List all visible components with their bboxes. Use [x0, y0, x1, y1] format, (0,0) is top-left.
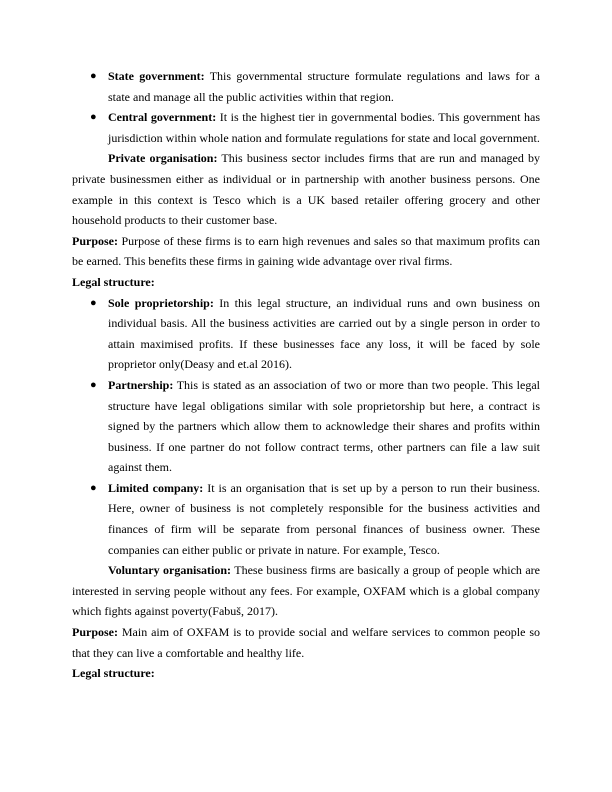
term-text: It is an organisation that is set up by a person to run their business. Here, owner of business is not completely responsible for the business activities and finances of firm will be separate from personal finances of business owner. These companies can either public or private in nature. For example, Tesco.: [108, 480, 540, 557]
term-text: It is the highest tier in governmental bodies. This government has jurisdiction within whole nation and formulate regulations for state and local government.: [108, 110, 541, 145]
private-organisation-paragraph: [72, 148, 540, 230]
term-label: Central government:: [108, 110, 217, 125]
heading-text: Legal structure:: [72, 274, 155, 289]
legal-structure-list: [72, 293, 540, 561]
term-label: Purpose:: [72, 233, 118, 248]
heading-text: Legal structure:: [72, 666, 155, 681]
term-label: State government:: [108, 69, 205, 83]
list-item-state-government: [72, 66, 540, 107]
bullet-icon: ●: [90, 378, 97, 391]
purpose-paragraph-private: [72, 231, 540, 272]
term-text: This business sector includes firms that are run and managed by private businessmen either as individual or in partnership with another business persons. One example in this context is Tesco which is a UK based retailer offering grocery and other household products to their customer base.: [72, 151, 540, 228]
bullet-icon: ●: [90, 70, 97, 82]
term-text: These business firms are basically a group of people which are interested in serving people without any fees. For example, OXFAM which is a global company which fights against poverty(Fabuš, 2017).: [72, 563, 541, 619]
list-item-limited-company: [72, 478, 540, 560]
list-item-partnership: [72, 375, 540, 478]
document-page: [72, 66, 540, 684]
legal-structure-heading: [72, 272, 540, 293]
bullet-icon: ●: [90, 481, 97, 494]
bullet-icon: ●: [90, 296, 97, 309]
term-label: Partnership:: [108, 377, 174, 392]
term-label: Voluntary organisation:: [108, 563, 232, 578]
term-label: Purpose:: [72, 625, 118, 640]
voluntary-organisation-paragraph: [72, 560, 540, 622]
list-item-sole-proprietorship: [72, 293, 540, 375]
term-label: Limited company:: [108, 480, 204, 495]
term-label: Sole proprietorship:: [108, 295, 214, 310]
term-text: Purpose of these firms is to earn high revenues and sales so that maximum profits can be earned. This benefits these firms in gaining wide advantage over rival firms.: [72, 233, 540, 269]
government-list: [72, 66, 540, 148]
term-text: In this legal structure, an individual runs and own business on individual basis. All the business activities are carried out by a single person in order to attain maximised profits. If these businesses face any loss, it will be faced by sole proprietor only(Deasy and et.al 2016).: [108, 295, 541, 372]
list-item-central-government: [72, 107, 540, 148]
term-text: This is stated as an association of two or more than two people. This legal structure have legal obligations similar with sole proprietorship but here, a contract is signed by the partners which allow them to acknowledge their shares and profits within business. If one partner do not follow contract terms, other partners can file a law suit against them.: [108, 377, 540, 475]
term-text: Main aim of OXFAM is to provide social and welfare services to common people so that they can live a comfortable and healthy life.: [72, 625, 540, 660]
legal-structure-heading-2: [72, 663, 540, 684]
bullet-icon: ●: [90, 111, 97, 124]
term-text: This governmental structure formulate regulations and laws for a state and manage all the public activities within that region.: [108, 69, 540, 104]
purpose-paragraph-voluntary: [72, 622, 540, 663]
term-label: Private organisation:: [108, 151, 218, 166]
